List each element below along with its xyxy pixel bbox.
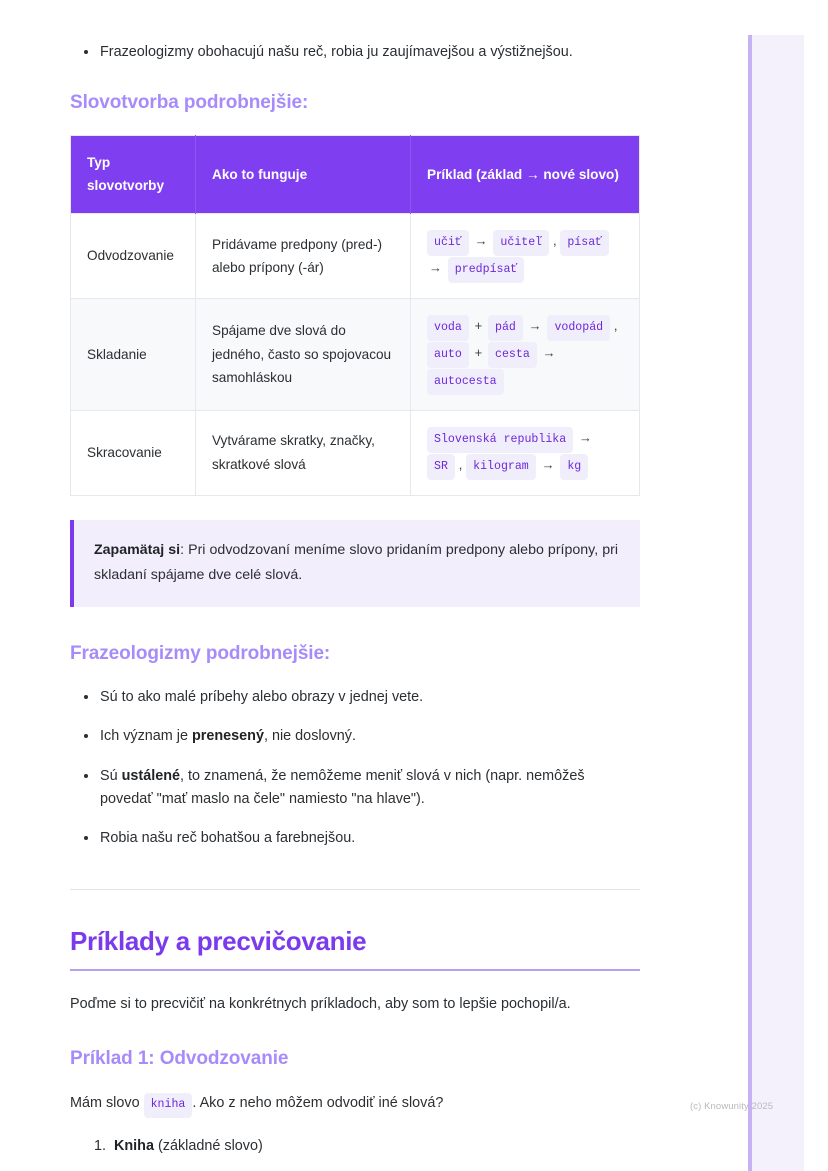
code-chip: pád <box>488 315 523 341</box>
code-chip: cesta <box>488 342 537 368</box>
callout-label: Zapamätaj si <box>94 541 181 558</box>
code-chip: auto <box>427 342 469 368</box>
code-chip: kg <box>560 454 588 480</box>
priklad-1-question <box>70 1092 640 1118</box>
question-prefix: Mám slovo <box>70 1094 140 1111</box>
list-item-text: Sú <box>100 767 122 784</box>
list-item <box>100 686 640 709</box>
callout-text <box>94 538 618 589</box>
operator-symbol: → <box>542 344 556 360</box>
table-row <box>71 299 640 411</box>
frazeologizmy-bullet-list <box>70 686 640 851</box>
table-row <box>71 214 640 299</box>
intro-bullet-block <box>70 0 640 64</box>
code-chip: učiť <box>427 230 469 256</box>
list-item-text: , nie doslovný. <box>263 728 356 745</box>
code-chip: vodopád <box>547 315 610 341</box>
table-cell-how: Vytvárame skratky, značky, skratkové slová <box>196 410 411 495</box>
code-chip: Slovenská republika <box>427 427 573 453</box>
table-cell-how: Pridávame predpony (pred-) alebo prípony (-ár) <box>196 214 411 299</box>
table-cell-type: Skracovanie <box>71 410 196 495</box>
operator-symbol: → <box>528 318 542 334</box>
table-row <box>71 410 640 495</box>
table-header-cell-example <box>411 136 640 214</box>
table-cell-type: Odvodzovanie <box>71 214 196 299</box>
code-chip: kilogram <box>466 454 536 480</box>
table-head <box>71 136 640 214</box>
table-cell-how: Spájame dve slová do jedného, často so spojovacou samohláskou <box>196 299 411 411</box>
header-label: Príklad (základ → nové slovo) <box>427 166 619 182</box>
numbered-list-item-emphasis: Kniha <box>114 1137 154 1154</box>
document-content <box>70 0 640 1158</box>
section-heading-priklad-1: Príklad 1: Odvodzovanie <box>70 1047 289 1069</box>
page-title-priklady: Príklady a precvičovanie <box>70 925 367 956</box>
code-chip: voda <box>427 315 469 341</box>
table-header-cell-how <box>196 136 411 214</box>
table-header-row <box>71 136 640 214</box>
separator-comma: , <box>552 233 557 249</box>
table-cell-example <box>411 214 640 299</box>
section-heading-frazeologizmy: Frazeologizmy podrobnejšie: <box>70 642 331 664</box>
list-item-text: , to znamená, že nemôžeme meniť slová v nich (napr. nemôžeš povedať "mať maslo na čele" namiesto "na hlave"). <box>100 767 585 807</box>
table-header-cell-type <box>71 136 196 214</box>
question-suffix: . Ako z neho môžem odvodiť iné slová? <box>192 1094 444 1111</box>
table-cell-example <box>411 299 640 411</box>
list-item-text: Ich význam je <box>100 728 192 745</box>
numbered-list-item <box>110 1135 640 1158</box>
code-chip: autocesta <box>427 369 504 395</box>
operator-symbol: + <box>474 344 483 360</box>
operator-symbol: → <box>474 233 488 249</box>
operator-symbol: → <box>429 260 442 276</box>
right-side-panel <box>748 35 804 1171</box>
list-item <box>100 765 640 812</box>
code-chip: písať <box>560 230 609 256</box>
numbered-list-item-text: (základné slovo) <box>153 1137 263 1154</box>
operator-symbol: → <box>578 429 592 445</box>
list-item-emphasis: ustálené <box>121 767 180 784</box>
code-chip: SR <box>427 454 455 480</box>
code-chip-kniha: kniha <box>144 1093 193 1118</box>
code-chip: predpísať <box>448 257 525 283</box>
header-label: Ako to funguje <box>212 166 308 182</box>
table-body <box>71 214 640 496</box>
priklad-1-answer-list <box>70 1135 640 1158</box>
priklady-intro-text: Poďme si to precvičiť na konkrétnych príkladoch, aby som to lepšie pochopil/a. <box>70 995 571 1012</box>
list-item: Frazeologizmy obohacujú našu reč, robia ju zaujímavejšou a výstižnejšou. <box>100 41 640 64</box>
code-chip: učiteľ <box>493 230 549 256</box>
table-cell-example <box>411 410 640 495</box>
separator-comma: , <box>458 456 463 472</box>
copyright-watermark: (c) Knowunity 2025 <box>690 1101 774 1112</box>
remember-callout <box>70 520 640 607</box>
intro-bullet-list <box>70 41 640 64</box>
list-item-emphasis: prenesený <box>191 728 264 745</box>
operator-symbol: + <box>474 318 483 334</box>
header-label: Typ slovotvorby <box>87 155 165 193</box>
list-item-text: Robia našu reč bohatšou a farebnejšou. <box>100 830 356 847</box>
list-item-text: Sú to ako malé príbehy alebo obrazy v jednej vete. <box>100 688 424 705</box>
section-heading-slovotvorba: Slovotvorba podrobnejšie: <box>70 92 309 114</box>
slovotvorba-table <box>70 135 640 495</box>
table-cell-type: Skladanie <box>71 299 196 411</box>
list-item <box>100 827 640 850</box>
list-item <box>100 725 640 748</box>
operator-symbol: → <box>541 456 555 472</box>
separator-comma: , <box>613 318 618 334</box>
callout-body: : Pri odvodzovaní meníme slovo pridaním predpony alebo prípony, pri skladaní spájame dve celé slová. <box>94 541 618 584</box>
